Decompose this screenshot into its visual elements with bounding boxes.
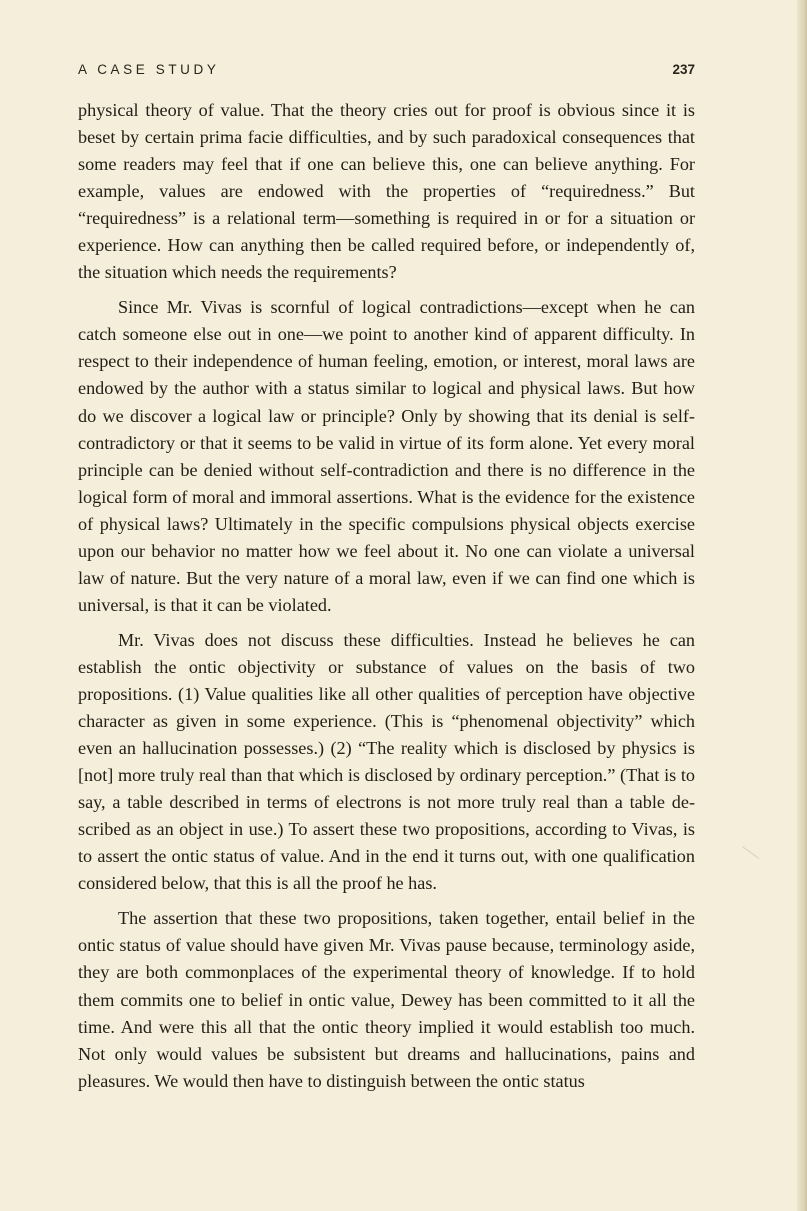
- running-head: [78, 62, 695, 84]
- page-number: 237: [672, 62, 695, 77]
- page-edge-shadow: [797, 0, 807, 1211]
- body-text: [78, 97, 695, 1095]
- paper-crease-mark: [730, 846, 759, 875]
- paragraph-1: physical theory of value. That the theory cries out for proof is obvious since it is beset by certain prima facie difficulties, and by such paradoxical consequences that some readers may feel that if one can believe this, one can believe anything. For example, values are endowed with the properties of “requiredness.” But “requiredness” is a relational term—something is required in or for a situation or experience. How can anything then be called required before, or independently of, the situation which needs the requirements?: [78, 100, 695, 283]
- paragraph-4: The assertion that these two propositions, taken together, entail belief in the ontic status of value should have given Mr. Vivas pause because, terminology aside, they are both commonplaces of the experimental theory of knowledge. If to hold them commits one to belief in ontic value, Dewey has been committed to it all the time. And were this all that the ontic theory implied it would establish too much. Not only would values be subsistent but dreams and hallucinations, pains and pleasures. We would then have to distinguish between the ontic status: [78, 908, 695, 1091]
- paragraph-2: Since Mr. Vivas is scornful of logical contradictions—except when he can catch someone else out in one—we point to another kind of apparent difficulty. In respect to their independence of human feeling, emotion, or interest, moral laws are endowed by the author with a status similar to logical and physical laws. But how do we discover a logical law or principle? Only by showing that its denial is self-contradictory or that it seems to be valid in virtue of its form alone. Yet every moral principle can be denied without self-contradiction and there is no difference in the logical form of moral and immoral assertions. What is the evidence for the existence of physical laws? Ultimately in the specific compulsions physical objects exercise upon our behavior no matter how we feel about it. No one can violate a universal law of nature. But the very nature of a moral law, even if we can find one which is universal, is that it can be violated.: [78, 297, 695, 615]
- running-title: A CASE STUDY: [78, 62, 220, 77]
- paragraph-3: Mr. Vivas does not discuss these difficulties. Instead he believes he can establish the ontic objectivity or substance of values on the basis of two propositions. (1) Value qualities like all other qualities of perception have objective character as given in some experience. (This is “phenomenal objectivity” which even an hallucination possesses.) (2) “The reality which is disclosed by physics is [not] more truly real than that which is disclosed by ordinary perception.” (That is to say, a table described in terms of electrons is not more truly real than a table described as an object in use.) To assert these two propositions, according to Vivas, is to assert the ontic status of value. And in the end it turns out, with one qualification considered below, that this is all the proof he has.: [78, 629, 695, 894]
